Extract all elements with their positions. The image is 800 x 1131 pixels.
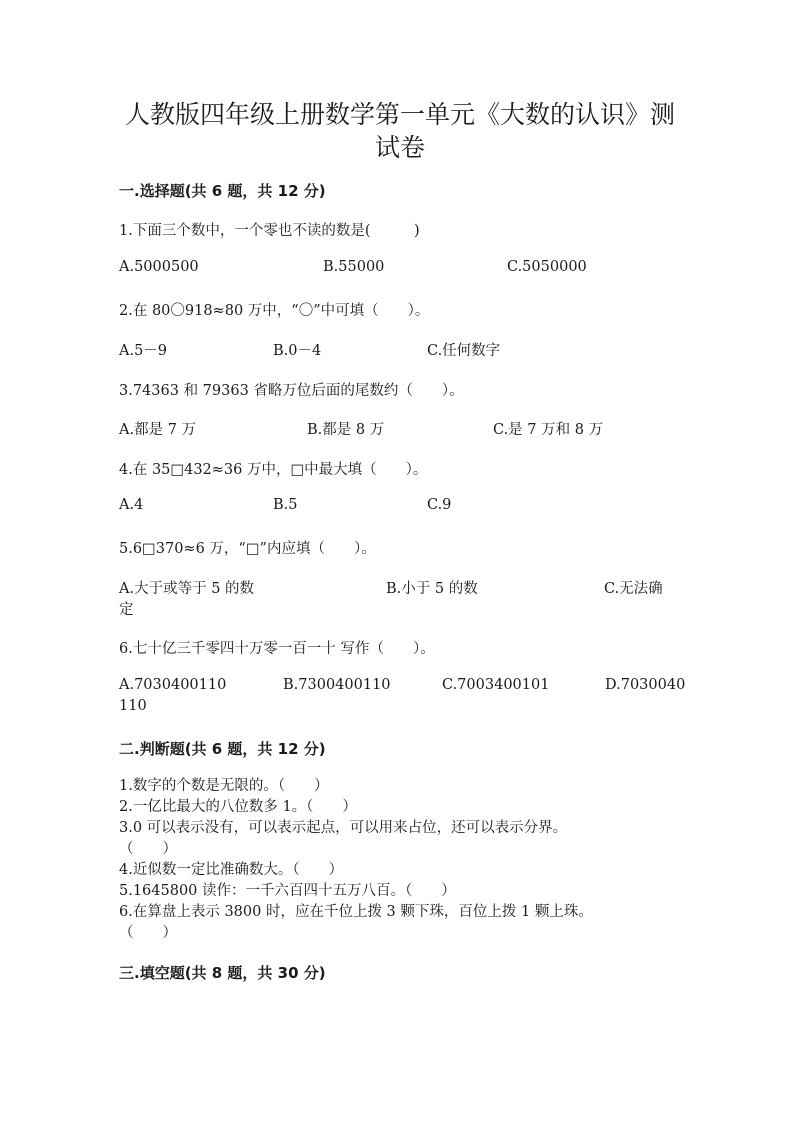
judge-line-1: 1.数字的个数是无限的。（ ） — [119, 778, 329, 794]
option-3c: C.是 7 万和 8 万 — [493, 422, 604, 438]
option-1a: A.5000500 — [119, 259, 199, 275]
judge-line-5: 5.1645800 读作：一千六百四十五万八百。（ ） — [119, 883, 456, 899]
judge-line-3: 3.0 可以表示没有，可以表示起点，可以用来占位，还可以表示分界。 — [119, 820, 568, 836]
judge-line-6: 6.在算盘上表示 3800 时，应在千位上拨 3 颗下珠，百位上拨 1 颗上珠。 — [119, 904, 593, 920]
option-5c-wrap: 定 — [119, 602, 134, 618]
option-6a: A.7030400110 — [119, 677, 227, 693]
question-5: 5.6□370≈6 万，“□”内应填（ ）。 — [119, 541, 376, 557]
option-1c: C.5050000 — [507, 259, 587, 275]
judge-line-3-wrap: （ ） — [119, 841, 177, 857]
option-4a: A.4 — [119, 497, 144, 513]
exam-title-line1: 人教版四年级上册数学第一单元《大数的认识》测 — [124, 100, 675, 129]
option-4c: C.9 — [427, 497, 452, 513]
option-5a: A.大于或等于 5 的数 — [119, 581, 255, 597]
option-6d: D.7030040 — [605, 677, 686, 693]
judge-line-2: 2.一亿比最大的八位数多 1。（ ） — [119, 799, 357, 815]
option-2c: C.任何数字 — [427, 343, 501, 359]
option-2b: B.0－4 — [273, 343, 322, 359]
section2-heading: 二.判断题(共 6 题，共 12 分) — [119, 740, 326, 758]
option-3b: B.都是 8 万 — [307, 422, 385, 438]
option-6d-wrap: 110 — [119, 698, 147, 714]
question-4: 4.在 35□432≈36 万中，□中最大填（ ）。 — [119, 462, 428, 478]
option-4b: B.5 — [273, 497, 298, 513]
question-2: 2.在 80〇918≈80 万中，“〇”中可填（ ）。 — [119, 303, 430, 319]
option-1b: B.55000 — [323, 259, 385, 275]
option-5b: B.小于 5 的数 — [386, 581, 478, 597]
option-6c: C.7003400101 — [442, 677, 550, 693]
option-6b: B.7300400110 — [283, 677, 391, 693]
section1-heading: 一.选择题(共 6 题，共 12 分) — [119, 182, 326, 200]
question-1: 1.下面三个数中，一个零也不读的数是( ) — [119, 223, 420, 239]
question-6: 6.七十亿三千零四十万零一百一十 写作（ ）。 — [119, 641, 435, 657]
judge-line-6-wrap: （ ） — [119, 925, 177, 941]
section3-heading: 三.填空题(共 8 题，共 30 分) — [119, 964, 326, 982]
option-3a: A.都是 7 万 — [119, 422, 197, 438]
question-3: 3.74363 和 79363 省略万位后面的尾数约（ ）。 — [119, 383, 464, 399]
option-5c: C.无法确 — [604, 581, 663, 597]
option-2a: A.5－9 — [119, 343, 168, 359]
exam-title-line2: 试卷 — [374, 133, 425, 162]
judge-line-4: 4.近似数一定比准确数大。（ ） — [119, 862, 344, 878]
